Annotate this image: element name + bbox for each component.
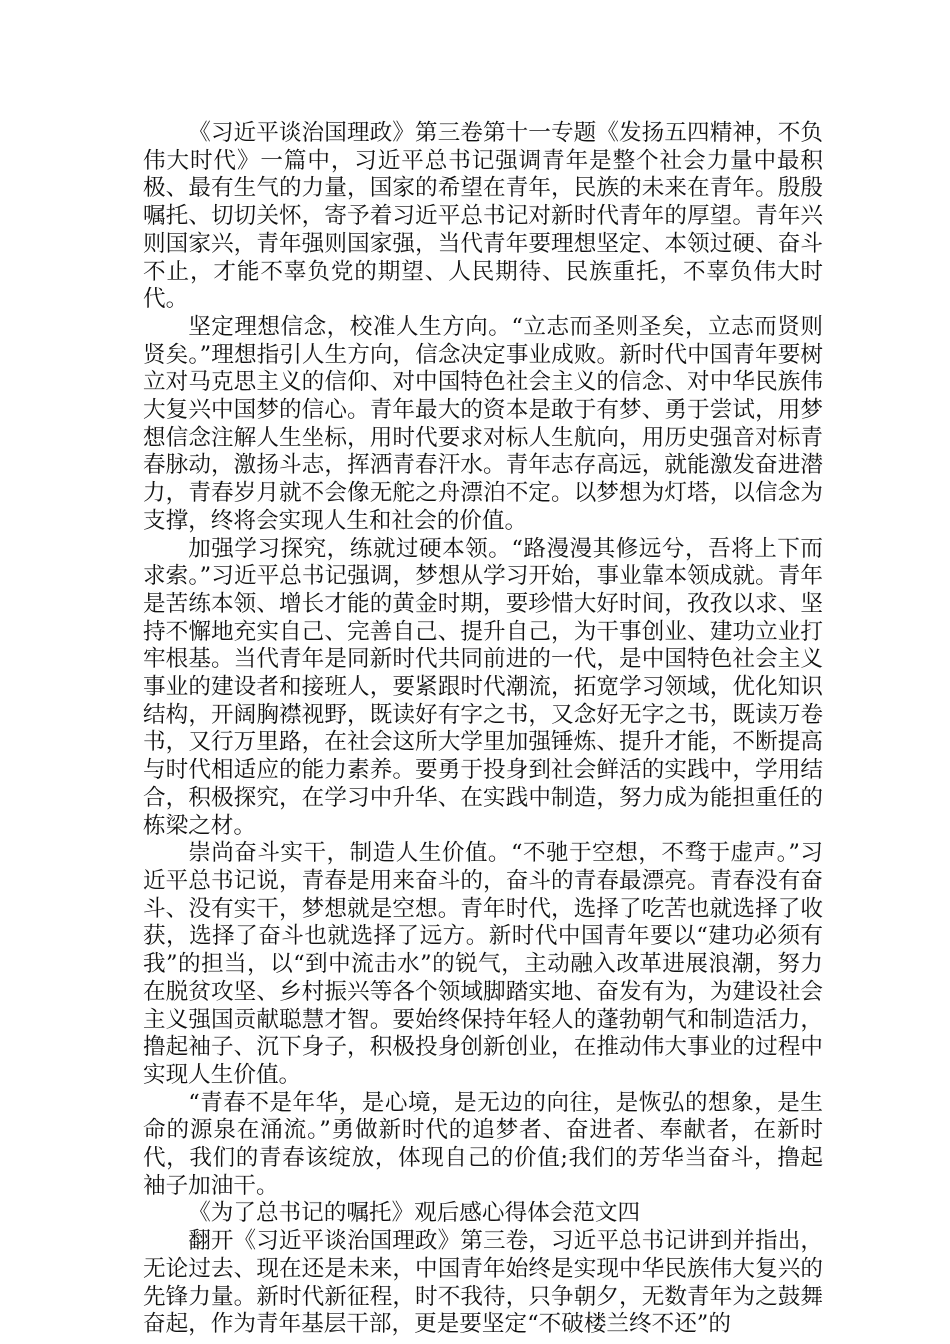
paragraph-struggle: 崇尚奋斗实干，制造人生价值。“不驰于空想，不骛于虚声。”习近平总书记说，青春是用来奋斗的，奋斗的青春最漂亮。青春没有奋斗、没有实干，梦想就是空想。青年时代，选择了吃苦也就选择了收获，选择了奋斗也就选择了远方。新时代中国青年要以“建功必须有我”的担当，以“到中流击水”的锐气，主动融入改革进展浪潮，努力在脱贫攻坚、乡村振兴等各个领域脚踏实地、奋发有为，为建设社会主义强国贡献聪慧才智。要始终保持年轻人的蓬勃朝气和制造活力，撸起袖子、沉下身子，积极投身创新创业，在推动伟大事业的过程中实现人生价值。 [143,840,823,1088]
paragraph-intro: 《习近平谈治国理政》第三卷第十一专题《发扬五四精神，不负伟大时代》一篇中，习近平总书记强调青年是整个社会力量中最积极、最有生气的力量，国家的希望在青年，民族的未来在青年。殷殷嘱托、切切关怀，寄予着习近平总书记对新时代青年的厚望。青年兴则国家兴，青年强则国家强，当代青年要理想坚定、本领过硬、奋斗不止，才能不辜负党的期望、人民期待、民族重托，不辜负伟大时代。 [143,120,823,313]
section-heading: 《为了总书记的嘱托》观后感心得体会范文四 [188,1200,641,1227]
paragraph-ideals: 坚定理想信念，校准人生方向。“立志而圣则圣矣，立志而贤则贤矣。”理想指引人生方向，信念决定事业成败。新时代中国青年要树立对马克思主义的信仰、对中国特色社会主义的信念、对中华民族伟大复兴中国梦的信心。青年最大的资本是敢于有梦、勇于尝试，用梦想信念注解人生坐标，用时代要求对标人生航向，用历史强音对标青春脉动，激扬斗志，挥洒青春汗水。青年志存高远，就能激发奋进潜力，青春岁月就不会像无舵之舟漂泊不定。以梦想为灯塔，以信念为支撑，终将会实现人生和社会的价值。 [143,313,823,534]
paragraph-study: 加强学习探究，练就过硬本领。“路漫漫其修远兮，吾将上下而求索。”习近平总书记强调，梦想从学习开始，事业靠本领成就。青年是苦练本领、增长才能的黄金时期，要珍惜大好时间，孜孜以求、坚持不懈地充实自己、完善自己、提升自己，为干事创业、建功立业打牢根基。当代青年是同新时代共同前进的一代，是中国特色社会主义事业的建设者和接班人，要紧跟时代潮流，拓宽学习领域，优化知识结构，开阔胸襟视野，既读好有字之书，又念好无字之书，既读万卷书，又行万里路，在社会这所大学里加强锤炼、提升才能，不断提高与时代相适应的能力素养。要勇于投身到社会鲜活的实践中，学用结合，积极探究，在学习中升华、在实践中制造，努力成为能担重任的栋梁之材。 [143,535,823,839]
document-body [143,120,823,1339]
paragraph-essay-four: 翻开《习近平谈治国理政》第三卷，习近平总书记讲到并指出，无论过去、现在还是未来，中国青年始终是实现中华民族伟大复兴的先锋力量。新时代新征程，时不我待，只争朝夕，无数青年为之鼓舞奋起，作为青年基层干部，更是要坚定“不破楼兰终不还”的 [143,1228,823,1338]
paragraph-youth-quote: “青春不是年华，是心境，是无边的向往，是恢弘的想象，是生命的源泉在涌流。”勇做新时代的追梦者、奋进者、奉献者，在新时代，我们的青春该绽放，体现自己的价值;我们的芳华当奋斗，撸起袖子加油干。 [143,1089,823,1199]
